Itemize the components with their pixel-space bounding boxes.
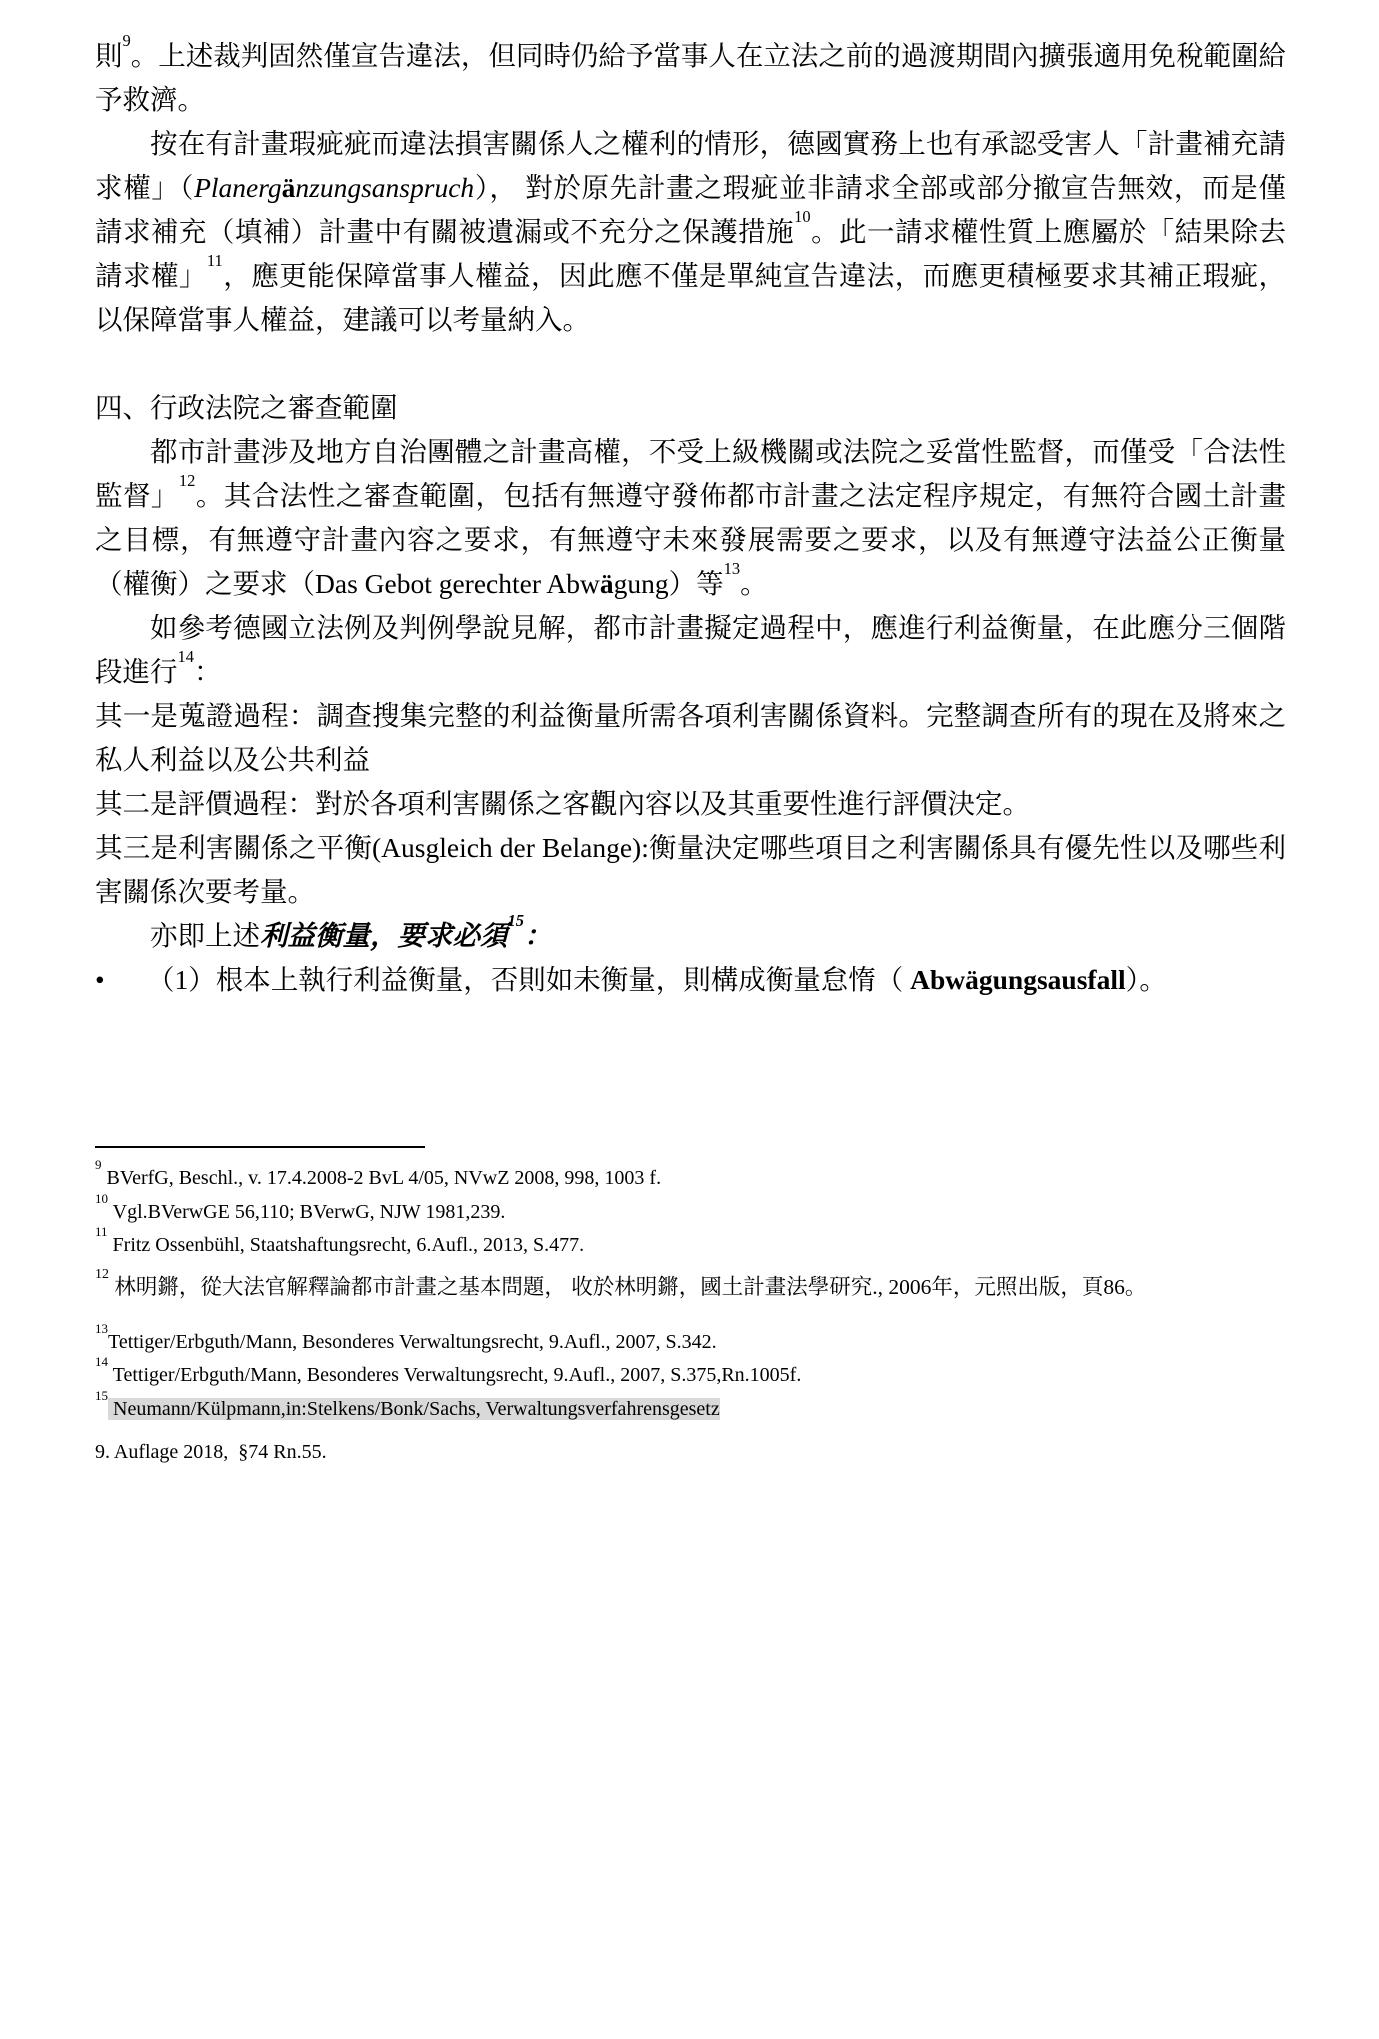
text-segment: 。上述裁判固然僅宣告違法，但同時仍給予當事人在立法之前的過渡期間內擴張適用免稅範圍給予救濟。 bbox=[95, 40, 1287, 115]
footnote-ref-9: 9 bbox=[122, 30, 131, 50]
footnote-15-continuation bbox=[95, 1436, 1286, 1470]
text-segment: 。其合法性之審查範圍，包括有無遵守發佈都市計畫之法定程序規定，有無符合國土計畫之目標，有無遵守計畫內容之要求，有無遵守未來發展需要之要求，以及有無遵守法益公正衡量（權衡）之要求（Das Gebot gerechter Abw bbox=[95, 480, 1287, 599]
text-segment: 都市計畫涉及地方自治團體之計畫高權，不受上級機關或法院之妥當性監督，而僅受「合法性監督」 bbox=[95, 436, 1286, 511]
footnote-text: Fritz Ossenbühl, Staatshaftungsrecht, 6.Aufl., 2013, S.477. bbox=[107, 1234, 585, 1256]
footnotes-section bbox=[95, 1146, 1286, 1470]
paragraph-three-stages-intro bbox=[95, 606, 1286, 694]
text-segment: 。 bbox=[740, 568, 768, 599]
footnote-12 bbox=[95, 1266, 1286, 1308]
paragraph-plan-supplement-claim bbox=[95, 122, 1286, 342]
footnote-number: 11 bbox=[95, 1224, 108, 1240]
paragraph-ruling-remedy bbox=[95, 30, 1287, 122]
text-segment: 則 bbox=[95, 40, 123, 71]
paragraph-bullet-item-1 bbox=[95, 958, 1286, 1002]
footnote-14 bbox=[95, 1354, 1286, 1393]
footnote-text-highlighted: Neumann/Külpmann,in:Stelkens/Bonk/Sachs, Verwaltungsverfahrensgesetz bbox=[108, 1397, 720, 1420]
text-segment: 其三是利害關係之平衡(Ausgleich der Belange):衡量決定哪些項目之利害關係具有優先性以及哪些利害關係次要考量。 bbox=[95, 832, 1286, 907]
footnote-ref-11: 11 bbox=[206, 250, 223, 270]
footnote-ref-15: 15 bbox=[507, 910, 524, 930]
footnote-15 bbox=[95, 1387, 1286, 1427]
umlaut-glyph: ä bbox=[281, 172, 296, 203]
text-segment: ）。 bbox=[1125, 964, 1167, 995]
emphasis-text: 利益衡量，要求必須 bbox=[260, 920, 508, 951]
section-heading-four: 四、行政法院之審查範圍 bbox=[95, 392, 398, 423]
footnote-text: Vgl.BVerwGE 56,110; BVerwG, NJW 1981,239. bbox=[108, 1200, 506, 1223]
footnote-ref-14: 14 bbox=[177, 646, 194, 666]
paragraph-stage-one bbox=[95, 694, 1286, 782]
text-segment: 其二是評價過程：對於各項利害關係之客觀內容以及其重要性進行評價決定。 bbox=[95, 788, 1030, 819]
footnote-11 bbox=[95, 1224, 1286, 1263]
footnote-number: 14 bbox=[95, 1354, 108, 1370]
footnote-9 bbox=[95, 1157, 1286, 1196]
footnote-separator bbox=[95, 1146, 425, 1148]
text-segment: ，應更能保障當事人權益，因此應不僅是單純宣告違法，而應更積極要求其補正瑕疵，以保障當事人權益，建議可以考量納入。 bbox=[95, 260, 1287, 335]
umlaut-glyph: ä bbox=[965, 964, 979, 995]
footnote-ref-10: 10 bbox=[794, 206, 811, 226]
footnote-number: 12 bbox=[95, 1266, 109, 1282]
german-term-abwaegungsausfall: gungsausfall bbox=[978, 964, 1126, 995]
german-term-abwaegungsausfall: Abw bbox=[910, 964, 966, 995]
text-segment: 其一是蒐證過程：調查搜集完整的利益衡量所需各項利害關係資料。完整調查所有的現在及將來之私人利益以及公共利益 bbox=[95, 700, 1286, 775]
german-term-planergaenzungsanspruch: Planerg bbox=[194, 172, 282, 203]
text-segment: （1）根本上執行利益衡量，否則如未衡量，則構成衡量怠惰（ bbox=[147, 964, 911, 995]
footnote-number: 9 bbox=[95, 1157, 102, 1173]
footnote-text: Tettiger/Erbguth/Mann, Besonderes Verwaltungsrecht, 9.Aufl., 2007, S.375,Rn.1005f. bbox=[108, 1364, 802, 1386]
document-body bbox=[95, 30, 1287, 1002]
text-segment: 亦即上述 bbox=[150, 920, 260, 951]
emphasis-colon: ： bbox=[524, 920, 552, 951]
paragraph-stage-two bbox=[95, 782, 1286, 826]
footnote-10 bbox=[95, 1190, 1286, 1230]
text-segment: gung）等 bbox=[613, 568, 724, 599]
text-segment: ）， 對於原先計畫之瑕疵並非請求全部或部分撤宣告無效，而是僅請求補充（填補）計畫中有關被遺漏或不充分之保護措施 bbox=[95, 172, 1286, 247]
paragraph-review-scope bbox=[95, 430, 1286, 606]
footnote-text: 林明鏘，從大法官解釋論都市計畫之基本問題， 收於林明鏘，國土計畫法學研究., 2006年，元照出版，頁86。 bbox=[108, 1274, 1147, 1299]
text-segment: 如參考德國立法例及判例學說見解，都市計畫擬定過程中，應進行利益衡量，在此應分三個階段進行 bbox=[95, 612, 1286, 687]
footnote-number: 15 bbox=[95, 1387, 108, 1403]
footnote-ref-13: 13 bbox=[723, 558, 741, 578]
paragraph-emphasis-requirements bbox=[95, 910, 1286, 958]
footnote-number: 10 bbox=[95, 1190, 108, 1206]
footnote-ref-12: 12 bbox=[178, 470, 196, 490]
german-term-planergaenzungsanspruch: nzungsanspruch bbox=[295, 172, 475, 203]
paragraph-stage-three bbox=[95, 826, 1286, 914]
bullet-icon: • bbox=[95, 964, 105, 995]
text-segment: ： bbox=[194, 656, 222, 687]
footnote-text: Tettiger/Erbguth/Mann, Besonderes Verwaltungsrecht, 9.Aufl., 2007, S.342. bbox=[108, 1330, 717, 1353]
text-segment: 。此一請求權性質上應屬於「結果除去請求權」 bbox=[95, 216, 1287, 291]
footnote-13 bbox=[95, 1320, 1286, 1360]
footnote-text: 9. Auflage 2018, §74 Rn.55. bbox=[95, 1441, 327, 1463]
umlaut-glyph: ä bbox=[599, 568, 614, 599]
text-segment: 按在有計畫瑕疵疵而違法損害關係人之權利的情形，德國實務上也有承認受害人「計畫補充請求權」（ bbox=[95, 128, 1286, 203]
footnote-number: 13 bbox=[95, 1320, 108, 1336]
footnote-text: BVerfG, Beschl., v. 17.4.2008-2 BvL 4/05, NVwZ 2008, 998, 1003 f. bbox=[101, 1167, 662, 1189]
